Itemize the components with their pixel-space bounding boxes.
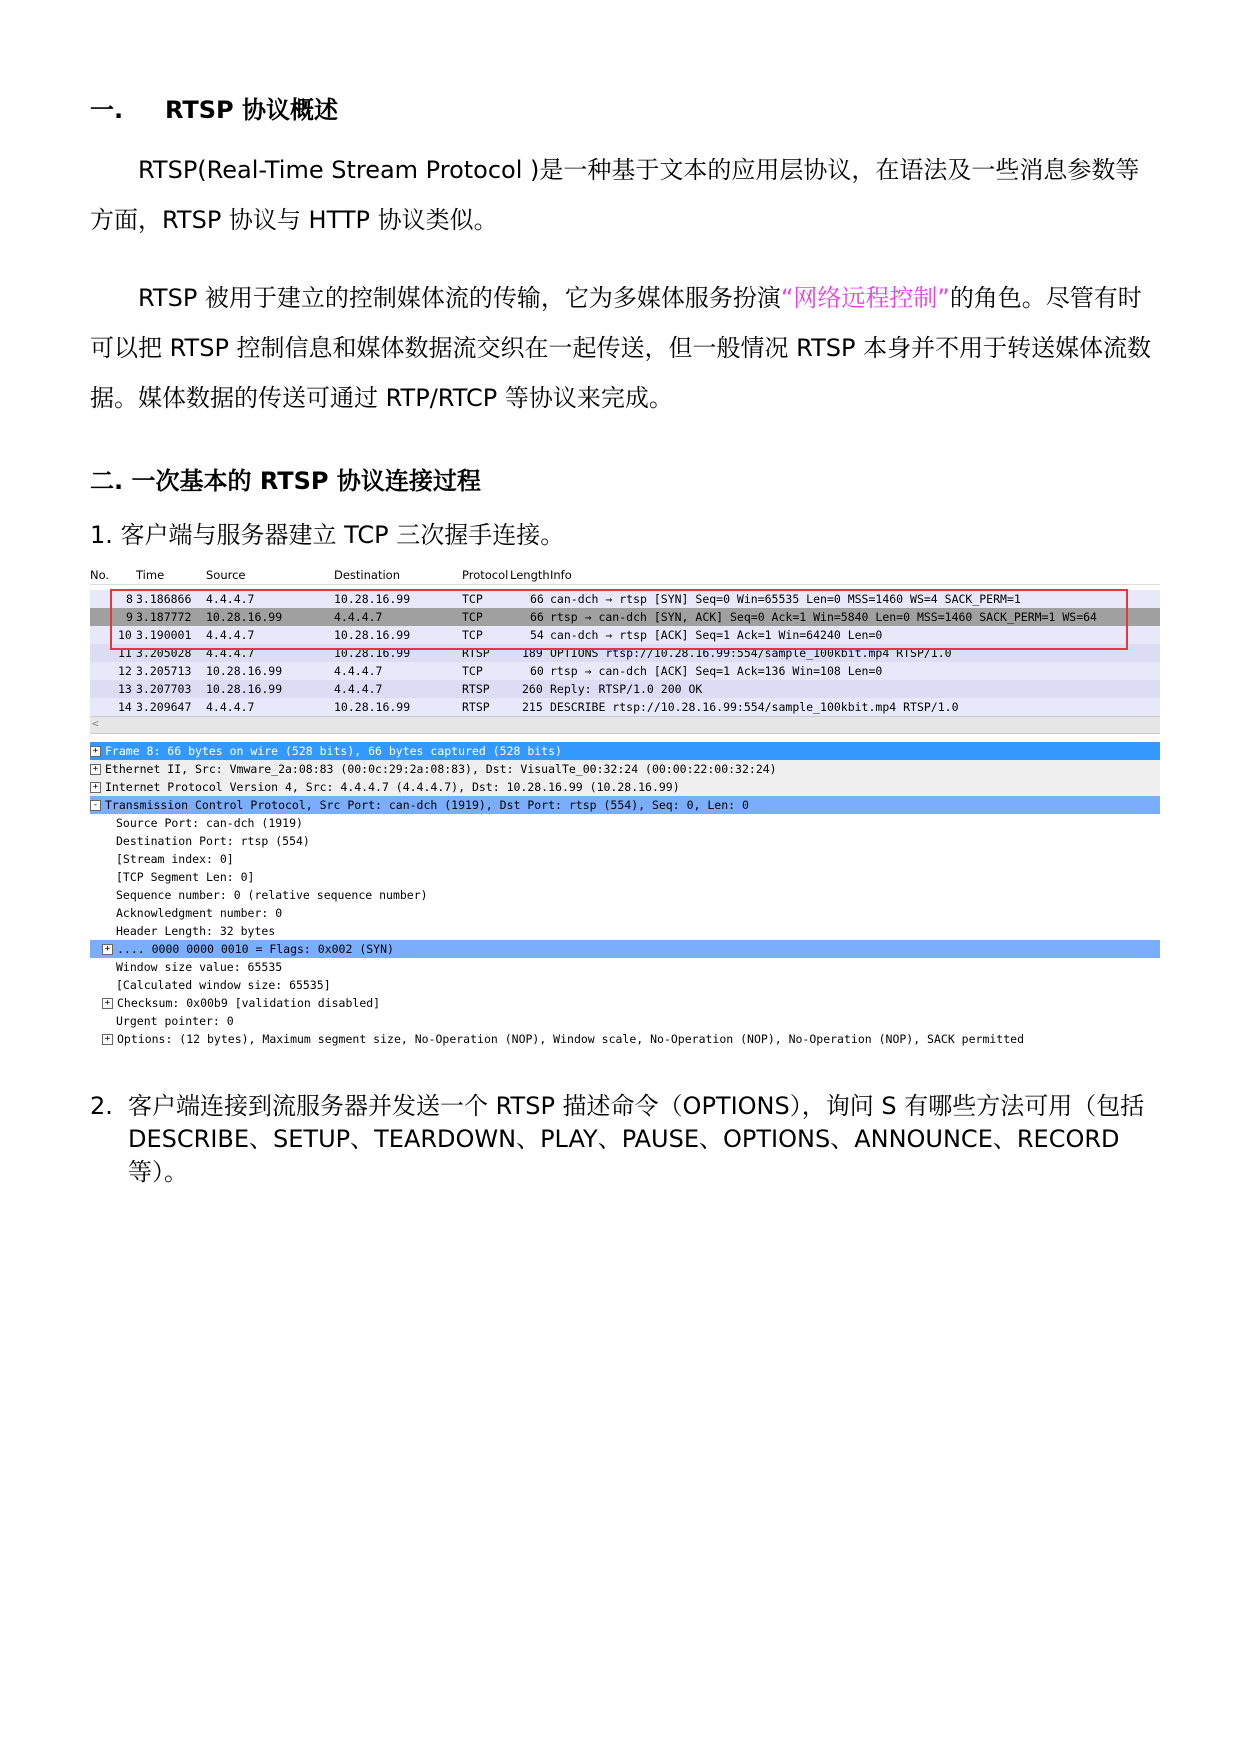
packet-time: 3.190001 — [136, 628, 192, 642]
detail-field[interactable]: Source Port: can-dch (1919) — [116, 816, 303, 830]
detail-field[interactable]: [Calculated window size: 65535] — [116, 978, 331, 992]
role-text-post: 的角色。尽管有时可以把 RTSP 控制信息和媒体数据流交织在一起传送，但一般情况 RTSP 本身并不用于转送媒体流数据。媒体数据的传送可通过 RTP/RTCP 等协议来完成。 — [90, 284, 1152, 412]
expand-icon[interactable]: + — [102, 1034, 113, 1045]
col-destination: Destination — [334, 568, 400, 582]
packet-time: 3.207703 — [136, 682, 192, 696]
packet-len: 66 — [530, 610, 544, 624]
packet-src: 10.28.16.99 — [206, 664, 283, 678]
step-2-number: 2. — [90, 1092, 113, 1120]
detail-field[interactable]: [Stream index: 0] — [116, 852, 234, 866]
packet-src: 4.4.4.7 — [206, 592, 255, 606]
packet-proto: TCP — [462, 664, 483, 678]
section-1-number: 一. — [90, 96, 124, 124]
packet-dst: 10.28.16.99 — [334, 700, 411, 714]
detail-ipv4[interactable] — [90, 778, 1160, 796]
detail-field[interactable]: Header Length: 32 bytes — [116, 924, 276, 938]
packet-no: 14 — [118, 700, 132, 714]
packet-src: 4.4.4.7 — [206, 646, 255, 660]
col-length: Length — [510, 568, 550, 582]
packet-no: 13 — [118, 682, 132, 696]
packet-time: 3.205713 — [136, 664, 192, 678]
detail-field[interactable]: Destination Port: rtsp (554) — [116, 834, 310, 848]
packet-proto: TCP — [462, 628, 483, 642]
section-1-heading — [90, 90, 338, 125]
scroll-left-arrow-icon[interactable]: < — [92, 717, 99, 730]
packet-no: 8 — [126, 592, 133, 606]
packet-dst: 4.4.4.7 — [334, 664, 383, 678]
role-highlight: “网络远程控制” — [780, 284, 950, 312]
col-no: No. — [90, 568, 110, 582]
role-paragraph — [90, 273, 1152, 423]
packet-info: Reply: RTSP/1.0 200 OK — [550, 682, 703, 696]
col-protocol: Protocol — [462, 568, 509, 582]
packet-time: 3.186866 — [136, 592, 192, 606]
detail-text: Internet Protocol Version 4, Src: 4.4.4.7 (4.4.4.7), Dst: 10.28.16.99 (10.28.16.99) — [105, 780, 680, 794]
packet-proto: TCP — [462, 592, 483, 606]
expand-icon[interactable]: + — [102, 944, 113, 955]
packet-len: 215 — [522, 700, 543, 714]
section-2-heading: 二. 一次基本的 RTSP 协议连接过程 — [90, 467, 481, 495]
collapse-icon[interactable]: - — [90, 800, 101, 811]
packet-info: rtsp → can-dch [ACK] Seq=1 Ack=136 Win=108 Len=0 — [550, 664, 883, 678]
wireshark-capture — [90, 566, 1160, 1054]
packet-info: can-dch → rtsp [ACK] Seq=1 Ack=1 Win=64240 Len=0 — [550, 628, 883, 642]
col-time: Time — [136, 568, 165, 582]
packet-src: 10.28.16.99 — [206, 682, 283, 696]
packet-no: 12 — [118, 664, 132, 678]
detail-field[interactable]: Urgent pointer: 0 — [116, 1014, 234, 1028]
intro-text: RTSP(Real-Time Stream Protocol )是一种基于文本的应用层协议，在语法及一些消息参数等方面，RTSP 协议与 HTTP 协议类似。 — [90, 156, 1140, 234]
packet-time: 3.209647 — [136, 700, 192, 714]
expand-icon[interactable]: + — [102, 998, 113, 1009]
packet-no: 11 — [118, 646, 132, 660]
packet-list-header — [90, 566, 1160, 585]
step-2-text: 客户端连接到流服务器并发送一个 RTSP 描述命令（OPTIONS），询问 S 有哪些方法可用（包括 DESCRIBE、SETUP、TEARDOWN、PLAY、PAUSE、OPTIONS、ANNOUNCE、RECORD 等）。 — [128, 1092, 1145, 1186]
packet-dst: 10.28.16.99 — [334, 592, 411, 606]
packet-len: 260 — [522, 682, 543, 696]
detail-frame[interactable] — [90, 742, 1160, 760]
packet-dst: 10.28.16.99 — [334, 646, 411, 660]
packet-proto: RTSP — [462, 700, 490, 714]
packet-row[interactable] — [90, 698, 1160, 716]
detail-text: Ethernet II, Src: Vmware_2a:08:83 (00:0c:29:2a:08:83), Dst: VisualTe_00:32:24 (00:00:22:00:32:24) — [105, 762, 777, 776]
detail-text: Transmission Control Protocol, Src Port: can-dch (1919), Dst Port: rtsp (554), Seq: 0, Len: 0 — [105, 798, 749, 812]
packet-row[interactable] — [90, 662, 1160, 680]
packet-dst: 4.4.4.7 — [334, 610, 383, 624]
col-source: Source — [206, 568, 246, 582]
packet-no: 9 — [126, 610, 133, 624]
packet-info: rtsp → can-dch [SYN, ACK] Seq=0 Ack=1 Win=5840 Len=0 MSS=1460 SACK_PERM=1 WS=64 — [550, 610, 1097, 624]
step-1: 1. 客户端与服务器建立 TCP 三次握手连接。 — [90, 521, 565, 549]
packet-len: 54 — [530, 628, 544, 642]
role-text-pre: RTSP 被用于建立的控制媒体流的传输，它为多媒体服务扮演 — [138, 284, 781, 312]
packet-dst: 4.4.4.7 — [334, 682, 383, 696]
detail-text: .... 0000 0000 0010 = Flags: 0x002 (SYN) — [117, 942, 394, 956]
expand-icon[interactable]: + — [90, 782, 101, 793]
packet-proto: TCP — [462, 610, 483, 624]
packet-proto: RTSP — [462, 682, 490, 696]
detail-flags[interactable] — [90, 940, 1160, 958]
packet-time: 3.205028 — [136, 646, 192, 660]
packet-row[interactable] — [90, 680, 1160, 698]
detail-field[interactable]: Acknowledgment number: 0 — [116, 906, 283, 920]
detail-field[interactable]: Sequence number: 0 (relative sequence number) — [116, 888, 428, 902]
detail-text: Checksum: 0x00b9 [validation disabled] — [117, 996, 381, 1010]
expand-icon[interactable]: + — [90, 764, 101, 775]
detail-text: Frame 8: 66 bytes on wire (528 bits), 66 bytes captured (528 bits) — [105, 744, 562, 758]
packet-len: 66 — [530, 592, 544, 606]
section-1-title: RTSP 协议概述 — [165, 96, 339, 124]
packet-proto: RTSP — [462, 646, 490, 660]
packet-info: can-dch → rtsp [SYN] Seq=0 Win=65535 Len=0 MSS=1460 WS=4 SACK_PERM=1 — [550, 592, 1021, 606]
detail-field[interactable]: Window size value: 65535 — [116, 960, 283, 974]
packet-len: 60 — [530, 664, 544, 678]
detail-tcp[interactable] — [90, 796, 1160, 814]
detail-checksum[interactable] — [90, 994, 1160, 1012]
packet-time: 3.187772 — [136, 610, 192, 624]
packet-dst: 10.28.16.99 — [334, 628, 411, 642]
expand-icon[interactable]: + — [90, 746, 101, 757]
detail-options[interactable] — [90, 1030, 1160, 1048]
packet-len: 189 — [522, 646, 543, 660]
packet-info: DESCRIBE rtsp://10.28.16.99:554/sample_100kbit.mp4 RTSP/1.0 — [550, 700, 959, 714]
detail-text: Options: (12 bytes), Maximum segment size, No-Operation (NOP), Window scale, No-Operation (NOP), No-Operation (NOP), SACK permitted — [117, 1032, 1024, 1046]
packet-no: 10 — [118, 628, 132, 642]
packet-src: 10.28.16.99 — [206, 610, 283, 624]
intro-paragraph — [90, 145, 1152, 245]
handshake-highlight-box — [110, 589, 1128, 650]
col-info: Info — [550, 568, 572, 582]
horizontal-scrollbar[interactable] — [90, 716, 1160, 734]
packet-src: 4.4.4.7 — [206, 700, 255, 714]
packet-src: 4.4.4.7 — [206, 628, 255, 642]
step-2 — [90, 1090, 1160, 1189]
detail-field[interactable]: [TCP Segment Len: 0] — [116, 870, 255, 884]
packet-info: OPTIONS rtsp://10.28.16.99:554/sample_100kbit.mp4 RTSP/1.0 — [550, 646, 952, 660]
detail-ethernet[interactable] — [90, 760, 1160, 778]
